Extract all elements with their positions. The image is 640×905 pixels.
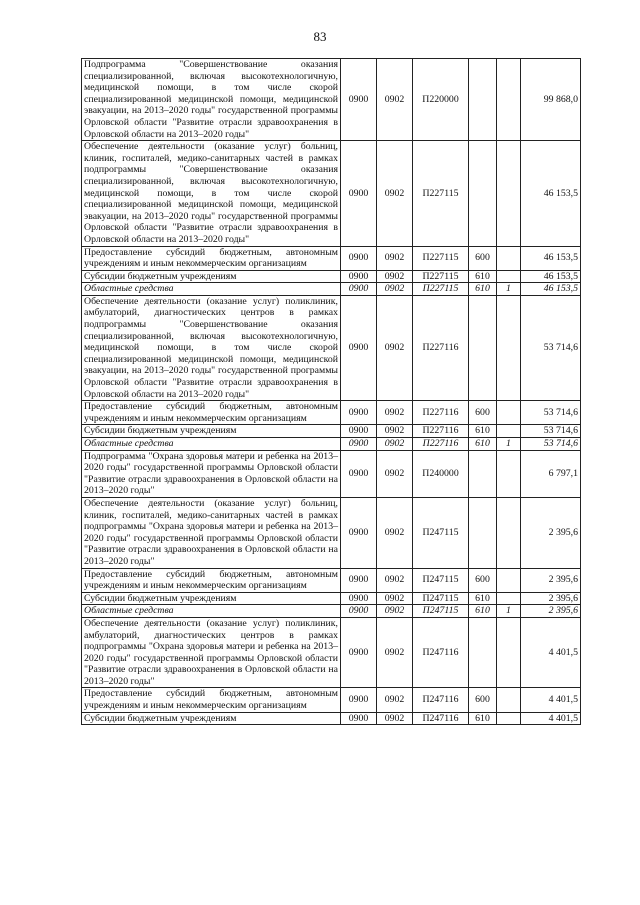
article-code-cell: П247115	[413, 605, 469, 618]
amount-cell: 99 868,0	[521, 59, 581, 141]
expense-type-cell: 610	[469, 712, 497, 725]
amount-cell: 46 153,5	[521, 283, 581, 296]
section-code-cell: 0900	[341, 283, 377, 296]
section-code-cell: 0900	[341, 605, 377, 618]
funding-source-cell	[497, 246, 521, 270]
article-code-cell: П247115	[413, 568, 469, 592]
amount-cell: 4 401,5	[521, 688, 581, 712]
table-row	[82, 270, 581, 283]
amount-cell: 2 395,6	[521, 592, 581, 605]
budget-table-body	[82, 59, 581, 725]
subsection-code-cell: 0902	[377, 605, 413, 618]
section-code-cell: 0900	[341, 59, 377, 141]
subsection-code-cell: 0902	[377, 283, 413, 296]
expense-type-cell: 610	[469, 605, 497, 618]
subsection-code-cell: 0902	[377, 438, 413, 451]
expense-type-cell: 600	[469, 568, 497, 592]
table-row	[82, 617, 581, 688]
table-row	[82, 688, 581, 712]
article-code-cell: П240000	[413, 450, 469, 497]
expense-type-cell: 610	[469, 438, 497, 451]
expense-type-cell: 600	[469, 246, 497, 270]
subsection-code-cell: 0902	[377, 59, 413, 141]
section-code-cell: 0900	[341, 688, 377, 712]
article-code-cell: П247116	[413, 688, 469, 712]
amount-cell: 53 714,6	[521, 425, 581, 438]
row-name-cell: Подпрограмма "Охрана здоровья матери и ребенка на 2013–2020 годы" государственной программы Орловской области "Развитие отрасли здравоохранения в Орловской области на 2013–2020 годы"	[82, 450, 341, 497]
table-row	[82, 425, 581, 438]
budget-table	[81, 58, 581, 725]
subsection-code-cell: 0902	[377, 712, 413, 725]
expense-type-cell: 610	[469, 283, 497, 296]
funding-source-cell	[497, 295, 521, 400]
row-name-cell: Обеспечение деятельности (оказание услуг) поликлиник, амбулаторий, диагностических центров в рамках подпрограммы "Охрана здоровья матери и ребенка на 2013–2020 годы" государственной программы Орловской области "Развитие отрасли здравоохранения в Орловской области на 2013–2020 годы"	[82, 617, 341, 688]
funding-source-cell	[497, 592, 521, 605]
article-code-cell: П227116	[413, 438, 469, 451]
section-code-cell: 0900	[341, 295, 377, 400]
section-code-cell: 0900	[341, 592, 377, 605]
amount-cell: 46 153,5	[521, 270, 581, 283]
subsection-code-cell: 0902	[377, 295, 413, 400]
section-code-cell: 0900	[341, 141, 377, 246]
table-row	[82, 438, 581, 451]
table-row	[82, 246, 581, 270]
subsection-code-cell: 0902	[377, 401, 413, 425]
funding-source-cell	[497, 497, 521, 568]
row-name-cell: Обеспечение деятельности (оказание услуг) больниц, клиник, госпиталей, медико-санитарных частей в рамках подпрограммы "Совершенствование оказания специализированной, включая высокотехнологичную, медицинской помощи, в том числе скорой специализированной медицинской помощи, медицинской эвакуации, на 2013–2020 годы" государственной программы Орловской области "Развитие отрасли здравоохранения в Орловской области на 2013–2020 годы"	[82, 141, 341, 246]
subsection-code-cell: 0902	[377, 425, 413, 438]
row-name-cell: Обеспечение деятельности (оказание услуг) больниц, клиник, госпиталей, медико-санитарных частей в рамках подпрограммы "Охрана здоровья матери и ребенка на 2013–2020 годы" государственной программы Орловской области "Развитие отрасли здравоохранения в Орловской области на 2013–2020 годы"	[82, 497, 341, 568]
table-row	[82, 401, 581, 425]
row-name-cell: Субсидии бюджетным учреждениям	[82, 592, 341, 605]
section-code-cell: 0900	[341, 438, 377, 451]
funding-source-cell	[497, 617, 521, 688]
subsection-code-cell: 0902	[377, 270, 413, 283]
subsection-code-cell: 0902	[377, 246, 413, 270]
table-row	[82, 283, 581, 296]
table-row	[82, 450, 581, 497]
subsection-code-cell: 0902	[377, 141, 413, 246]
subsection-code-cell: 0902	[377, 592, 413, 605]
section-code-cell: 0900	[341, 712, 377, 725]
row-name-cell: Областные средства	[82, 438, 341, 451]
amount-cell: 46 153,5	[521, 246, 581, 270]
amount-cell: 4 401,5	[521, 617, 581, 688]
table-row	[82, 592, 581, 605]
row-name-cell: Субсидии бюджетным учреждениям	[82, 425, 341, 438]
section-code-cell: 0900	[341, 450, 377, 497]
expense-type-cell: 610	[469, 270, 497, 283]
section-code-cell: 0900	[341, 401, 377, 425]
table-row	[82, 568, 581, 592]
table-row	[82, 141, 581, 246]
funding-source-cell	[497, 141, 521, 246]
page-number: 83	[313, 29, 327, 44]
expense-type-cell	[469, 295, 497, 400]
amount-cell: 53 714,6	[521, 295, 581, 400]
table-row	[82, 295, 581, 400]
article-code-cell: П247116	[413, 712, 469, 725]
amount-cell: 2 395,6	[521, 497, 581, 568]
funding-source-cell	[497, 425, 521, 438]
section-code-cell: 0900	[341, 568, 377, 592]
expense-type-cell	[469, 450, 497, 497]
section-code-cell: 0900	[341, 246, 377, 270]
expense-type-cell: 600	[469, 401, 497, 425]
table-row	[82, 497, 581, 568]
row-name-cell: Субсидии бюджетным учреждениям	[82, 712, 341, 725]
row-name-cell: Областные средства	[82, 605, 341, 618]
funding-source-cell	[497, 450, 521, 497]
funding-source-cell: 1	[497, 605, 521, 618]
subsection-code-cell: 0902	[377, 450, 413, 497]
article-code-cell: П227115	[413, 283, 469, 296]
expense-type-cell	[469, 497, 497, 568]
table-row	[82, 59, 581, 141]
row-name-cell: Подпрограмма "Совершенствование оказания специализированной, включая высокотехнологичную, медицинской помощи, в том числе скорой специализированной медицинской помощи, медицинской эвакуации, на 2013–2020 годы" государственной программы Орловской области "Развитие отрасли здравоохранения в Орловской области на 2013–2020 годы"	[82, 59, 341, 141]
subsection-code-cell: 0902	[377, 497, 413, 568]
funding-source-cell	[497, 568, 521, 592]
amount-cell: 6 797,1	[521, 450, 581, 497]
article-code-cell: П247115	[413, 592, 469, 605]
amount-cell: 2 395,6	[521, 605, 581, 618]
funding-source-cell	[497, 270, 521, 283]
expense-type-cell	[469, 617, 497, 688]
amount-cell: 4 401,5	[521, 712, 581, 725]
table-row	[82, 712, 581, 725]
amount-cell: 53 714,6	[521, 438, 581, 451]
row-name-cell: Предоставление субсидий бюджетным, автономным учреждениям и иным некоммерческим организациям	[82, 688, 341, 712]
section-code-cell: 0900	[341, 425, 377, 438]
section-code-cell: 0900	[341, 617, 377, 688]
subsection-code-cell: 0902	[377, 617, 413, 688]
expense-type-cell	[469, 141, 497, 246]
article-code-cell: П247116	[413, 617, 469, 688]
row-name-cell: Предоставление субсидий бюджетным, автономным учреждениям и иным некоммерческим организациям	[82, 401, 341, 425]
section-code-cell: 0900	[341, 270, 377, 283]
row-name-cell: Областные средства	[82, 283, 341, 296]
amount-cell: 2 395,6	[521, 568, 581, 592]
subsection-code-cell: 0902	[377, 688, 413, 712]
funding-source-cell	[497, 59, 521, 141]
expense-type-cell: 610	[469, 592, 497, 605]
row-name-cell: Предоставление субсидий бюджетным, автономным учреждениям и иным некоммерческим организациям	[82, 568, 341, 592]
funding-source-cell: 1	[497, 438, 521, 451]
row-name-cell: Предоставление субсидий бюджетным, автономным учреждениям и иным некоммерческим организациям	[82, 246, 341, 270]
expense-type-cell: 600	[469, 688, 497, 712]
row-name-cell: Обеспечение деятельности (оказание услуг) поликлиник, амбулаторий, диагностических центров в рамках подпрограммы "Совершенствование оказания специализированной, включая высокотехнологичную, медицинской помощи, в том числе скорой специализированной медицинской помощи, медицинской эвакуации, на 2013–2020 годы" государственной программы Орловской области "Развитие отрасли здравоохранения в Орловской области на 2013–2020 годы"	[82, 295, 341, 400]
article-code-cell: П227115	[413, 141, 469, 246]
amount-cell: 46 153,5	[521, 141, 581, 246]
article-code-cell: П227116	[413, 425, 469, 438]
expense-type-cell	[469, 59, 497, 141]
funding-source-cell	[497, 712, 521, 725]
article-code-cell: П220000	[413, 59, 469, 141]
subsection-code-cell: 0902	[377, 568, 413, 592]
article-code-cell: П227115	[413, 246, 469, 270]
section-code-cell: 0900	[341, 497, 377, 568]
funding-source-cell	[497, 688, 521, 712]
funding-source-cell	[497, 401, 521, 425]
article-code-cell: П227116	[413, 401, 469, 425]
expense-type-cell: 610	[469, 425, 497, 438]
article-code-cell: П227116	[413, 295, 469, 400]
amount-cell: 53 714,6	[521, 401, 581, 425]
funding-source-cell: 1	[497, 283, 521, 296]
row-name-cell: Субсидии бюджетным учреждениям	[82, 270, 341, 283]
article-code-cell: П227115	[413, 270, 469, 283]
article-code-cell: П247115	[413, 497, 469, 568]
table-row	[82, 605, 581, 618]
